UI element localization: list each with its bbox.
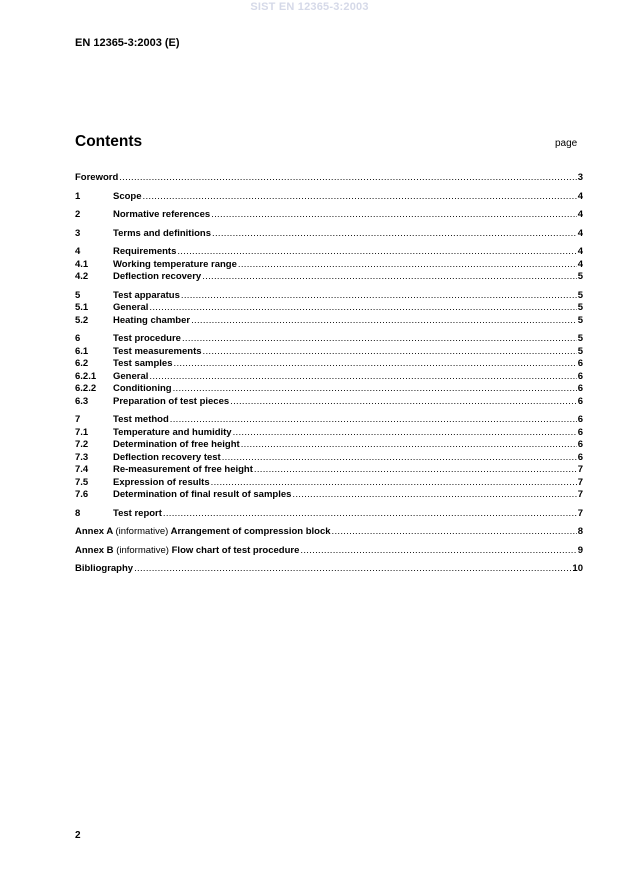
toc-entry-number: 5.1 xyxy=(75,302,89,313)
toc-entry-page: 4 xyxy=(577,246,583,257)
toc-entry-page: 9 xyxy=(577,544,583,556)
toc-entry-page: 5 xyxy=(577,302,583,313)
dot-leader xyxy=(300,545,576,558)
toc-entry-annex-b[interactable] xyxy=(75,545,583,558)
toc-entry-number: 5.2 xyxy=(75,314,89,326)
toc-entry-number: 7.4 xyxy=(75,464,89,475)
toc-entry-scope[interactable] xyxy=(75,191,583,204)
toc-entry-title: Deflection recovery xyxy=(113,271,202,282)
toc-entry-page: 3 xyxy=(577,172,583,183)
toc-entry-test-procedure[interactable] xyxy=(75,333,583,346)
dot-leader xyxy=(191,315,577,328)
toc-entry-test-measurements[interactable] xyxy=(75,346,583,359)
toc-entry-title: Determination of final result of samples xyxy=(113,489,292,500)
toc-entry-number: 8 xyxy=(75,507,81,519)
dot-leader xyxy=(119,172,576,185)
toc-entry-normative-references[interactable] xyxy=(75,209,583,222)
toc-entry-title: Test samples xyxy=(113,358,173,369)
toc-entry-page: 5 xyxy=(577,289,583,301)
dot-leader xyxy=(143,191,577,204)
toc-entry-title xyxy=(75,526,331,539)
toc-entry-working-temperature-range[interactable] xyxy=(75,259,583,272)
dot-leader xyxy=(149,371,576,384)
toc-entry-test-apparatus[interactable] xyxy=(75,290,583,303)
toc-entry-title: Heating chamber xyxy=(113,314,191,326)
toc-entry-test-method[interactable] xyxy=(75,414,583,427)
toc-entry-temperature-and-humidity[interactable] xyxy=(75,427,583,440)
toc-entry-page: 6 xyxy=(577,395,583,407)
toc-entry-number: 3 xyxy=(75,227,81,239)
toc-entry-general[interactable] xyxy=(75,371,583,384)
toc-entry-foreword[interactable] xyxy=(75,172,583,185)
toc-entry-number: 4 xyxy=(75,246,81,257)
toc-entry-title: Conditioning xyxy=(113,383,172,394)
toc-entry-title: Re-measurement of free height xyxy=(113,464,253,475)
dot-leader xyxy=(332,526,577,539)
toc-entry-page: 6 xyxy=(577,426,583,438)
toc-entry-test-samples[interactable] xyxy=(75,358,583,371)
annex-informative-label: (informative) xyxy=(115,526,169,537)
dot-leader xyxy=(163,508,577,521)
toc-entry-number: 7.1 xyxy=(75,426,89,438)
toc-entry-conditioning[interactable] xyxy=(75,383,583,396)
annex-label: Annex B xyxy=(75,544,114,556)
toc-entry-title: Working temperature range xyxy=(113,258,237,270)
toc-entry-page: 6 xyxy=(577,383,583,394)
toc-entry-page: 7 xyxy=(577,476,583,488)
toc-entry-bibliography[interactable] xyxy=(75,563,583,576)
toc-entry-page: 5 xyxy=(577,314,583,326)
dot-leader xyxy=(134,563,571,576)
toc-entry-preparation-of-test-pieces[interactable] xyxy=(75,396,583,409)
toc-entry-title: Determination of free height xyxy=(113,439,240,450)
toc-entry-number: 2 xyxy=(75,209,81,220)
dot-leader xyxy=(292,489,576,502)
toc-entry-number: 7.5 xyxy=(75,476,89,488)
dot-leader xyxy=(211,209,577,222)
page-column-label: page xyxy=(555,138,578,149)
dot-leader xyxy=(173,383,577,396)
toc-entry-title: Deflection recovery test xyxy=(113,451,221,463)
toc-entry-title: Temperature and humidity xyxy=(113,426,232,438)
toc-entry-title: Test report xyxy=(113,507,162,519)
toc-entry-number: 5 xyxy=(75,289,81,301)
toc-entry-title: General xyxy=(113,302,149,313)
toc-entry-number: 7.6 xyxy=(75,489,89,500)
toc-entry-title: Terms and definitions xyxy=(113,227,212,239)
dot-leader xyxy=(238,259,577,272)
toc-entry-page: 6 xyxy=(577,414,583,425)
toc-entry-page: 4 xyxy=(577,209,583,220)
dot-leader xyxy=(170,414,577,427)
annex-label: Annex A xyxy=(75,526,113,537)
toc-entry-page: 4 xyxy=(577,190,583,202)
toc-entry-determination-of-final-result[interactable] xyxy=(75,489,583,502)
toc-entry-page: 4 xyxy=(577,258,583,270)
toc-entry-page: 5 xyxy=(577,345,583,357)
page-number: 2 xyxy=(75,830,81,841)
dot-leader xyxy=(181,290,577,303)
toc-entry-determination-of-free-height[interactable] xyxy=(75,439,583,452)
toc-entry-title: Scope xyxy=(113,190,142,202)
toc-entry-title: Test measurements xyxy=(113,345,202,357)
toc-entry-test-report[interactable] xyxy=(75,508,583,521)
toc-entry-number: 6 xyxy=(75,333,81,344)
toc-entry-page: 6 xyxy=(577,451,583,463)
toc-entry-re-measurement-of-free-height[interactable] xyxy=(75,464,583,477)
toc-entry-requirements[interactable] xyxy=(75,246,583,259)
toc-entry-title: Preparation of test pieces xyxy=(113,395,230,407)
toc-entry-page: 8 xyxy=(577,526,583,537)
dot-leader xyxy=(212,228,577,241)
toc-entry-title: General xyxy=(113,370,149,382)
dot-leader xyxy=(149,302,576,315)
annex-informative-label: (informative) xyxy=(116,544,169,556)
annex-subtitle: Flow chart of test procedure xyxy=(171,544,300,556)
dot-leader xyxy=(203,346,577,359)
toc-entry-title: Requirements xyxy=(113,246,177,257)
dot-leader xyxy=(233,427,577,440)
toc-entry-page: 5 xyxy=(577,271,583,282)
toc-entry-title: Bibliography xyxy=(75,563,134,574)
toc-entry-terms-and-definitions[interactable] xyxy=(75,228,583,241)
toc-entry-title xyxy=(75,545,299,558)
dot-leader xyxy=(211,477,577,490)
toc-entry-page: 5 xyxy=(577,333,583,344)
toc-entry-page: 7 xyxy=(577,489,583,500)
toc-entry-heating-chamber[interactable] xyxy=(75,315,583,328)
toc-entry-deflection-recovery[interactable] xyxy=(75,271,583,284)
dot-leader xyxy=(222,452,577,465)
toc-entry-title: Foreword xyxy=(75,172,119,183)
toc-entry-page: 4 xyxy=(577,227,583,239)
dot-leader xyxy=(174,358,577,371)
toc-entry-number: 4.1 xyxy=(75,258,89,270)
dot-leader xyxy=(182,333,577,346)
toc-entry-page: 10 xyxy=(572,563,583,574)
dot-leader xyxy=(177,246,576,259)
toc-entry-number: 7.2 xyxy=(75,439,89,450)
document-id: EN 12365-3:2003 (E) xyxy=(75,37,180,49)
toc-entry-title: Expression of results xyxy=(113,476,210,488)
page-title: Contents xyxy=(75,133,143,150)
toc-entry-deflection-recovery-test[interactable] xyxy=(75,452,583,465)
toc-entry-page: 6 xyxy=(577,439,583,450)
table-of-contents xyxy=(75,172,583,576)
annex-subtitle: Arrangement of compression block xyxy=(170,526,331,537)
dot-leader xyxy=(254,464,577,477)
dot-leader xyxy=(230,396,577,409)
watermark: SIST EN 12365-3:2003 xyxy=(250,1,369,13)
toc-entry-expression-of-results[interactable] xyxy=(75,477,583,490)
toc-entry-page: 6 xyxy=(577,358,583,369)
toc-entry-page: 7 xyxy=(577,464,583,475)
toc-entry-number: 6.1 xyxy=(75,345,89,357)
toc-entry-number: 6.3 xyxy=(75,395,89,407)
toc-entry-page: 7 xyxy=(577,507,583,519)
toc-entry-number: 1 xyxy=(75,190,81,202)
dot-leader xyxy=(241,439,577,452)
toc-entry-number: 6.2.2 xyxy=(75,383,97,394)
dot-leader xyxy=(202,271,577,284)
toc-entry-number: 6.2.1 xyxy=(75,370,97,382)
toc-entry-page: 6 xyxy=(577,370,583,382)
toc-entry-title: Test method xyxy=(113,414,169,425)
toc-entry-number: 7.3 xyxy=(75,451,89,463)
toc-entry-number: 6.2 xyxy=(75,358,89,369)
toc-entry-title: Normative references xyxy=(113,209,211,220)
toc-entry-annex-a[interactable] xyxy=(75,526,583,539)
toc-entry-general[interactable] xyxy=(75,302,583,315)
toc-entry-number: 4.2 xyxy=(75,271,89,282)
toc-entry-number: 7 xyxy=(75,414,81,425)
toc-entry-title: Test apparatus xyxy=(113,289,180,301)
toc-entry-title: Test procedure xyxy=(113,333,181,344)
